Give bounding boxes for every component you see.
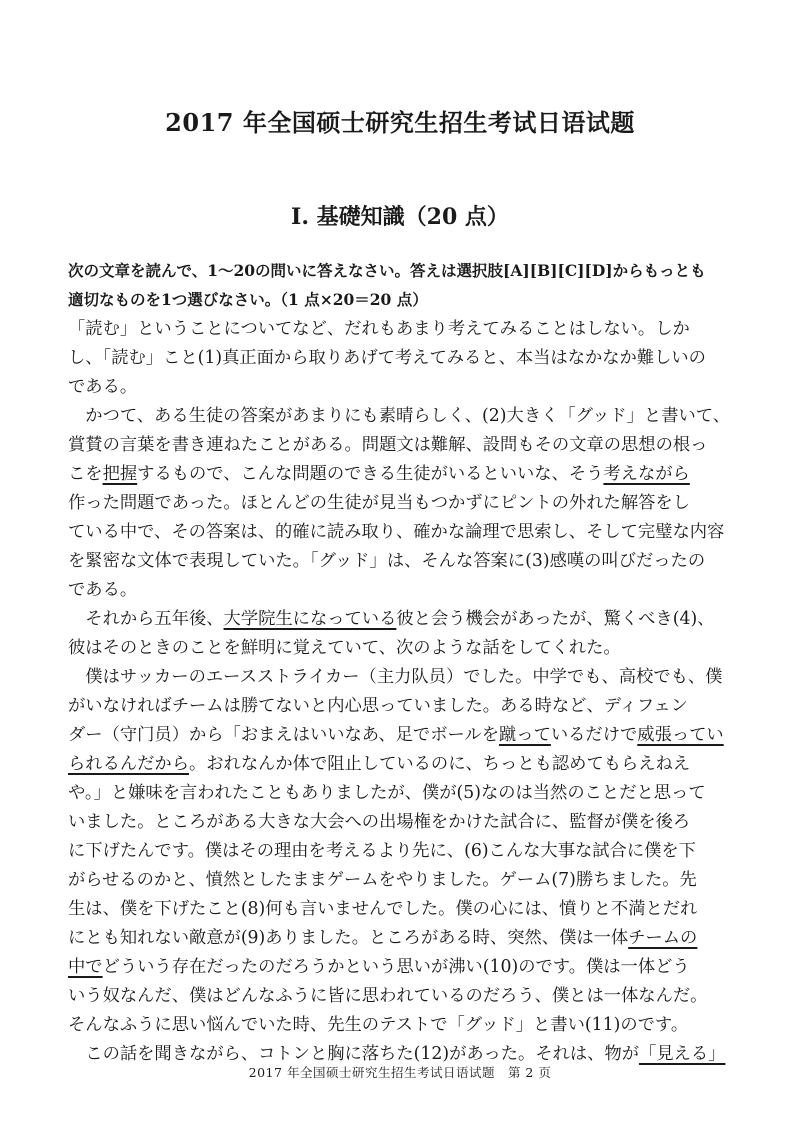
text-segment: し、「読む」こと(1)真正面から取りあげて考えてみると、本当はなかなか難しいの [68, 348, 706, 368]
text-segment: ダー（守门员）から「おまえはいいなあ、足でボールを [68, 725, 499, 745]
text-segment: どういう存在だったのだろうかという思いが沸い(10)のです。僕は一体どう [102, 957, 690, 977]
text-segment: するもので、こんな問題のできる生徒がいるといいな、そう [137, 464, 604, 484]
text-segment: それから五年後、 [68, 609, 224, 629]
passage-line [68, 663, 736, 692]
text-segment: こを [68, 464, 103, 484]
text-segment: である。 [68, 377, 138, 397]
text-segment: がらせるのかと、憤然としたままゲームをやりました。ゲーム(7)勝ちました。先 [68, 870, 697, 890]
text-segment: 賞賛の言葉を書き連ねたことがある。問題文は難解、設問もその文章の思想の根っ [68, 435, 708, 455]
passage-line [68, 953, 736, 982]
section-heading: Ⅰ. 基礎知識（20 点） [291, 204, 509, 230]
text-segment: いました。ところがある大きな大会への出場権をかけた試合に、監督が僕を後ろ [68, 812, 691, 832]
instructions [68, 256, 736, 314]
passage-line [68, 634, 736, 663]
text-segment: 彼と会う機会があったが、驚くべき(4)、 [396, 609, 715, 629]
passage-line [68, 1011, 736, 1040]
passage-line [68, 460, 736, 489]
underlined-phrase: 大学院生になっている [223, 609, 397, 629]
underlined-phrase: 中で [68, 957, 103, 977]
passage-line [68, 605, 736, 634]
underlined-phrase: チームの [628, 928, 698, 948]
instructions-line-1: 次の文章を読んで、1～20の問いに答えなさい。答えは選択肢[A][B][C][D]からもっとも [68, 261, 706, 280]
text-segment: がいなければチームは勝てないと内心思っていました。ある時など、ディフェン [68, 696, 688, 716]
passage-line [68, 489, 736, 518]
text-segment: 彼はそのときのことを鮮明に覚えていて、次のような話をしてくれた。 [68, 638, 621, 658]
page-footer: 2017 年全国硕士研究生招生考试日语试题 第 2 页 [248, 1065, 552, 1080]
text-segment: いるだけで [550, 725, 638, 745]
passage-line [68, 924, 736, 953]
passage-line [68, 373, 736, 402]
passage-line [68, 518, 736, 547]
text-segment: ている中で、その答案は、的確に読み取り、確かな論理で思索し、そして完璧な内容 [68, 522, 725, 542]
text-segment: 僕はサッカーのエースストライカー（主力队员）でした。中学でも、高校でも、僕 [68, 667, 723, 687]
passage-line [68, 779, 736, 808]
underlined-phrase: られるんだから [68, 754, 189, 774]
text-segment: いう奴なんだ、僕はどんなふうに皆に思われているのだろう、僕とは一体なんだ。 [68, 986, 708, 1006]
passage-line [68, 431, 736, 460]
passage-line [68, 721, 736, 750]
instructions-line-2: 適切なものを1つ選びなさい。（1 点×20＝20 点） [68, 290, 428, 309]
text-segment: にとも知れない敵意が(9)ありました。ところがある時、突然、僕は一体 [68, 928, 629, 948]
passage-line [68, 315, 736, 344]
passage-line [68, 808, 736, 837]
text-segment: である。 [68, 580, 138, 600]
passage-line [68, 344, 736, 373]
text-segment: 生は、僕を下げたこと(8)何も言いませんでした。僕の心には、憤りと不満とだれ [68, 899, 698, 919]
passage-line [68, 547, 736, 576]
passage-line [68, 895, 736, 924]
underlined-phrase: 蹴って [499, 725, 551, 745]
underlined-phrase: 把握 [102, 464, 138, 484]
passage-line [68, 402, 736, 431]
passage-line [68, 982, 736, 1011]
passage-body [68, 315, 736, 1069]
passage-line [68, 750, 736, 779]
passage-line [68, 866, 736, 895]
text-segment: や。」と嫌味を言われたこともありましたが、僕が(5)なのは当然のことだと思って [68, 783, 706, 803]
text-segment: 作った問題であった。ほとんどの生徒が見当もつかずにピントの外れた解答をし [68, 493, 690, 513]
text-segment: 「読む」ということについてなど、だれもあまり考えてみることはしない。しか [68, 319, 690, 339]
underlined-phrase: 威張ってい [637, 725, 724, 745]
text-segment: 。おれなんか体で阻止しているのに、ちっとも認めてもらえねえ [188, 754, 691, 774]
page-title: 2017 年全国硕士研究生招生考试日语试题 [165, 108, 635, 137]
passage-line [68, 576, 736, 605]
text-segment: かつて、ある生徒の答案があまりにも素晴らしく、(2)大きく「グッド」と書いて、 [68, 406, 730, 426]
underlined-phrase: 「見える」 [639, 1044, 726, 1064]
passage-line [68, 692, 736, 721]
text-segment: に下げたんです。僕はその理由を考えるより先に、(6)こんな大事な試合に僕を下 [68, 841, 696, 861]
text-segment: この話を聞きながら、コトンと胸に落ちた(12)があった。それは、物が [68, 1044, 640, 1064]
underlined-phrase: 考えながら [603, 464, 690, 484]
text-segment: を緊密な文体で表現していた。「グッド」は、そんな答案に(3)感嘆の叫びだったの [68, 551, 706, 571]
passage-line [68, 837, 736, 866]
text-segment: そんなふうに思い悩んでいた時、先生のテストで「グッド」と書い(11)のです。 [68, 1015, 689, 1035]
